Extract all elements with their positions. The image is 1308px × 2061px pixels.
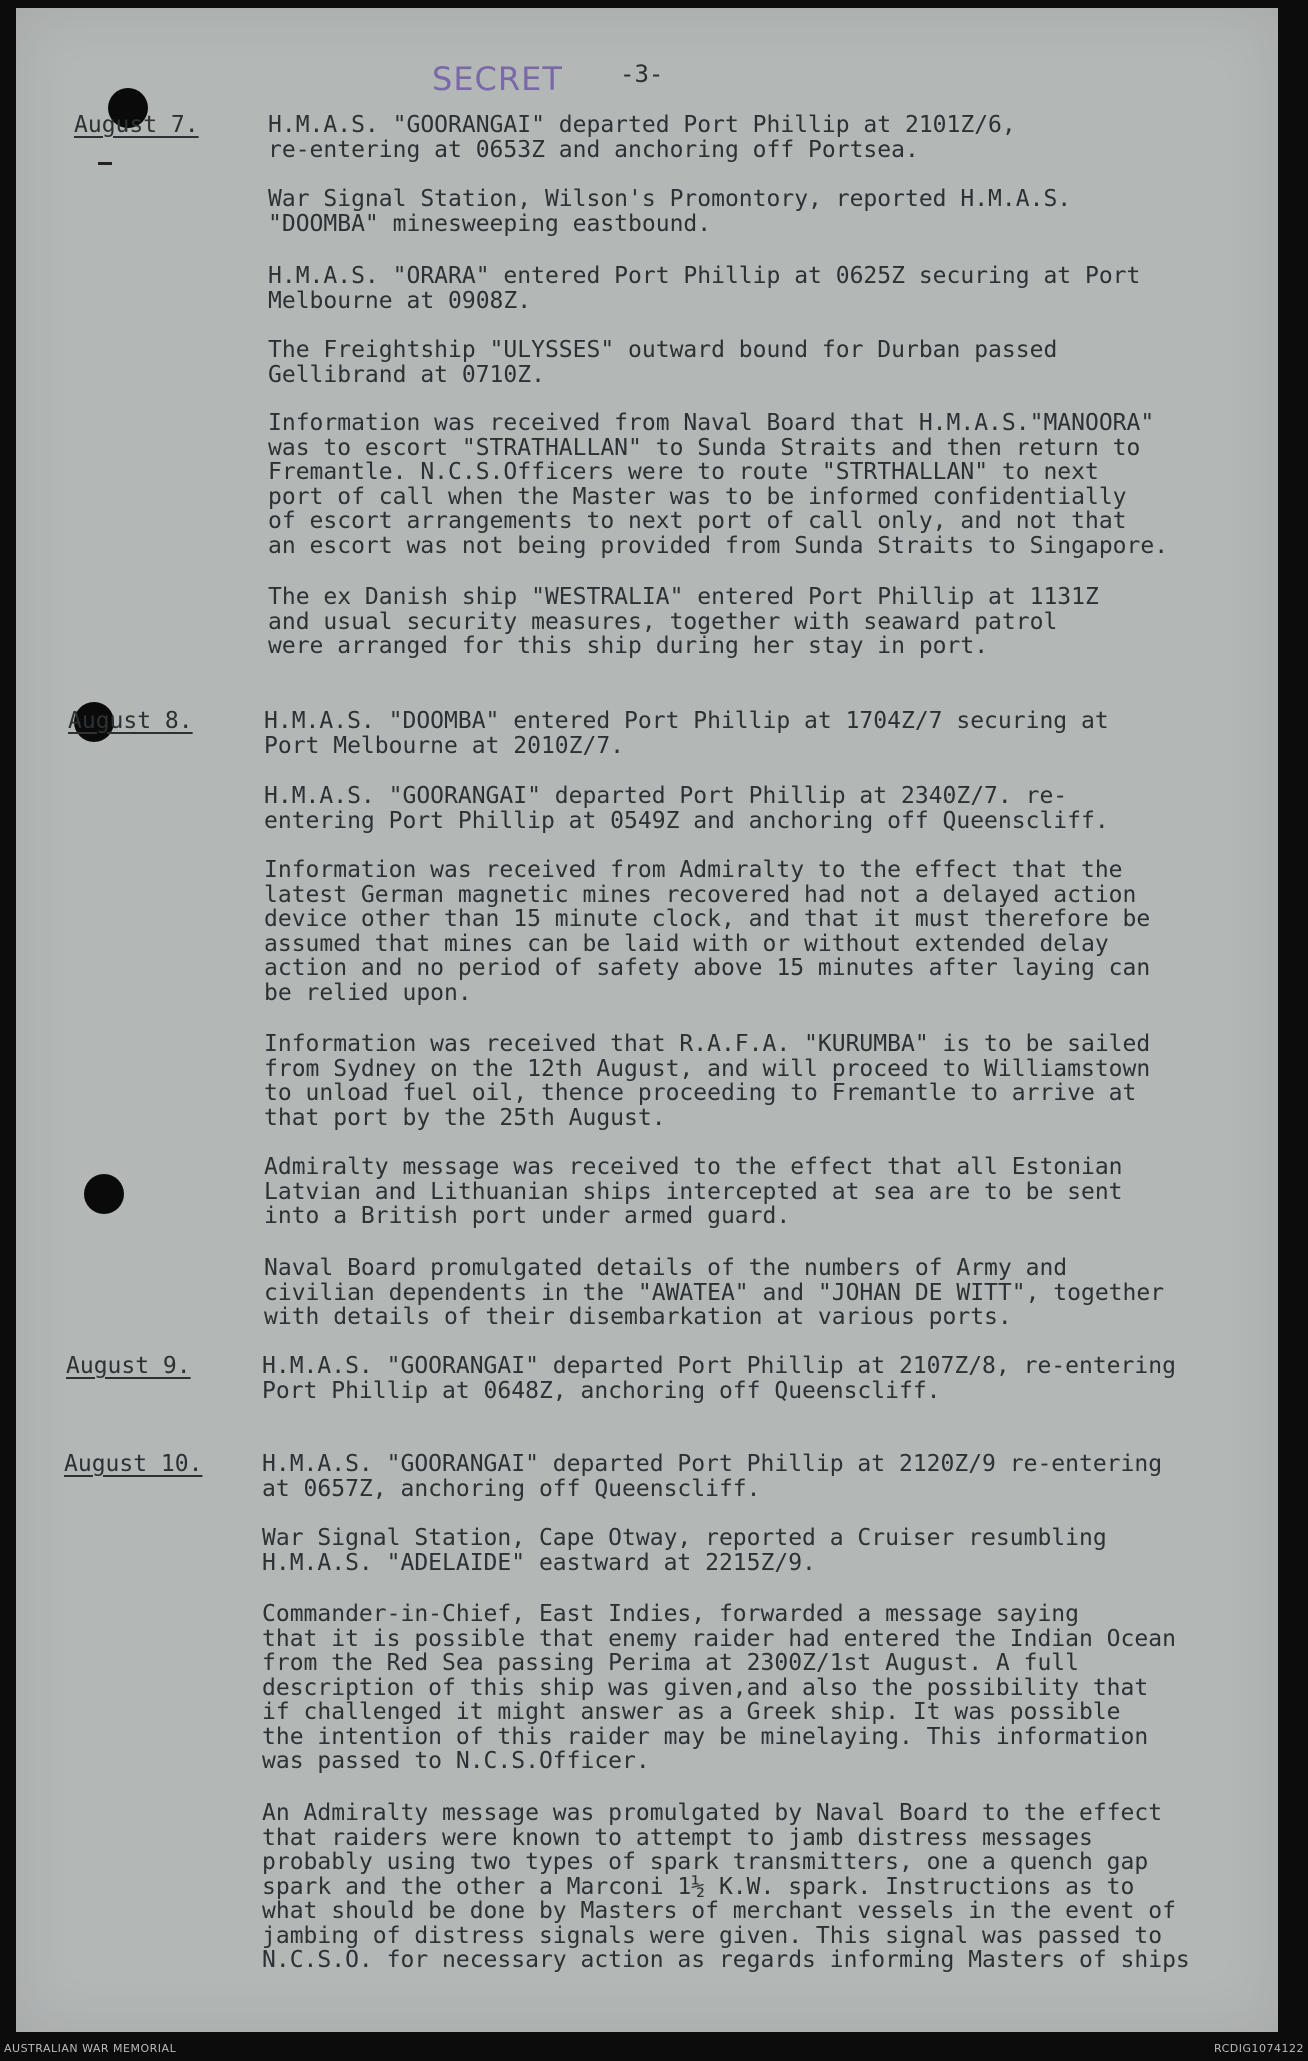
paragraph: H.M.A.S. "GOORANGAI" departed Port Phillip at 2120Z/9 re-entering at 0657Z, anchoring off Queenscliff. [262,1451,1163,1502]
paragraph: Information was received that R.A.F.A. "KURUMBA" is to be sailed from Sydney on the 12th August, and will proceed to Williamstown to unload fuel oil, thence proceeding to Fremantle to arrive at that port by the 25th August. [264,1031,1151,1131]
paragraph: War Signal Station, Cape Otway, reported a Cruiser resumbling H.M.A.S. "ADELAIDE" eastward at 2215Z/9. [262,1525,1107,1576]
paragraph: Admiralty message was received to the effect that all Estonian Latvian and Lithuanian ships intercepted at sea are to be sent into a British port under armed guard. [264,1154,1123,1229]
entry-date-aug9: August 9. [66,1353,191,1379]
paragraph: An Admiralty message was promulgated by Naval Board to the effect that raiders were known to attempt to jamb distress messages probably using two types of spark transmitters, one a quench gap spark and the other a Marconi 1½ K.W. spark. Instructions as to what should be done by Masters of merchant vessels in the event of jambing of distress signals were given. This signal was passed to N.C.S.O. for necessary action as regards informing Masters of ships [262,1800,1190,1973]
paragraph: The Freightship "ULYSSES" outward bound for Durban passed Gellibrand at 0710Z. [268,337,1058,388]
paragraph: Information was received from Admiralty to the effect that the latest German magnetic mines recovered had not a delayed action device other than 15 minute clock, and that it must therefore be assumed that mines can be laid with or without extended delay action and no period of safety above 15 minutes after laying can be relied upon. [264,857,1151,1006]
paragraph: H.M.A.S. "ORARA" entered Port Phillip at 0625Z securing at Port Melbourne at 0908Z. [268,263,1141,314]
page-number: -3- [620,60,664,88]
paragraph: The ex Danish ship "WESTRALIA" entered Port Phillip at 1131Z and usual security measures, together with seaward patrol were arranged for this ship during her stay in port. [268,584,1099,659]
footer-archive-name: AUSTRALIAN WAR MEMORIAL [4,2042,177,2055]
entry-date-aug7: August 7. [74,112,199,138]
punch-hole [84,1174,124,1214]
secret-stamp: SECRET [432,60,563,98]
paragraph: H.M.A.S. "GOORANGAI" departed Port Phillip at 2107Z/8, re-entering Port Phillip at 0648Z, anchoring off Queenscliff. [262,1353,1176,1404]
paragraph: H.M.A.S. "GOORANGAI" departed Port Phillip at 2101Z/6, re-entering at 0653Z and anchoring off Portsea. [268,112,1016,163]
paragraph: Commander-in-Chief, East Indies, forwarded a message saying that it is possible that enemy raider had entered the Indian Ocean from the Red Sea passing Perima at 2300Z/1st August. A full description of this ship was given,and also the possibility that if challenged it might answer as a Greek ship. It was possible the intention of this raider may be minelaying. This information was passed to N.C.S.Officer. [262,1601,1176,1774]
ink-mark [98,162,112,165]
entry-date-aug8: August 8. [68,708,193,734]
paragraph: H.M.A.S. "DOOMBA" entered Port Phillip at 1704Z/7 securing at Port Melbourne at 2010Z/7. [264,708,1109,759]
paragraph: Naval Board promulgated details of the numbers of Army and civilian dependents in the "AWATEA" and "JOHAN DE WITT", together with details of their disembarkation at various ports. [264,1255,1165,1330]
footer-record-id: RCDIG1074122 [1213,2042,1304,2055]
paragraph: War Signal Station, Wilson's Promontory, reported H.M.A.S. "DOOMBA" minesweeping eastbound. [268,186,1072,237]
paragraph: Information was received from Naval Board that H.M.A.S."MANOORA" was to escort "STRATHALLAN" to Sunda Straits and then return to Fremantle. N.C.S.Officers were to route "STRTHALLAN" to next port of call when the Master was to be informed confidentially of escort arrangements to next port of call only, and not that an escort was not being provided from Sunda Straits to Singapore. [268,410,1169,559]
entry-date-aug10: August 10. [64,1451,203,1477]
paragraph: H.M.A.S. "GOORANGAI" departed Port Phillip at 2340Z/7. re- entering Port Phillip at 0549Z and anchoring off Queenscliff. [264,783,1109,834]
